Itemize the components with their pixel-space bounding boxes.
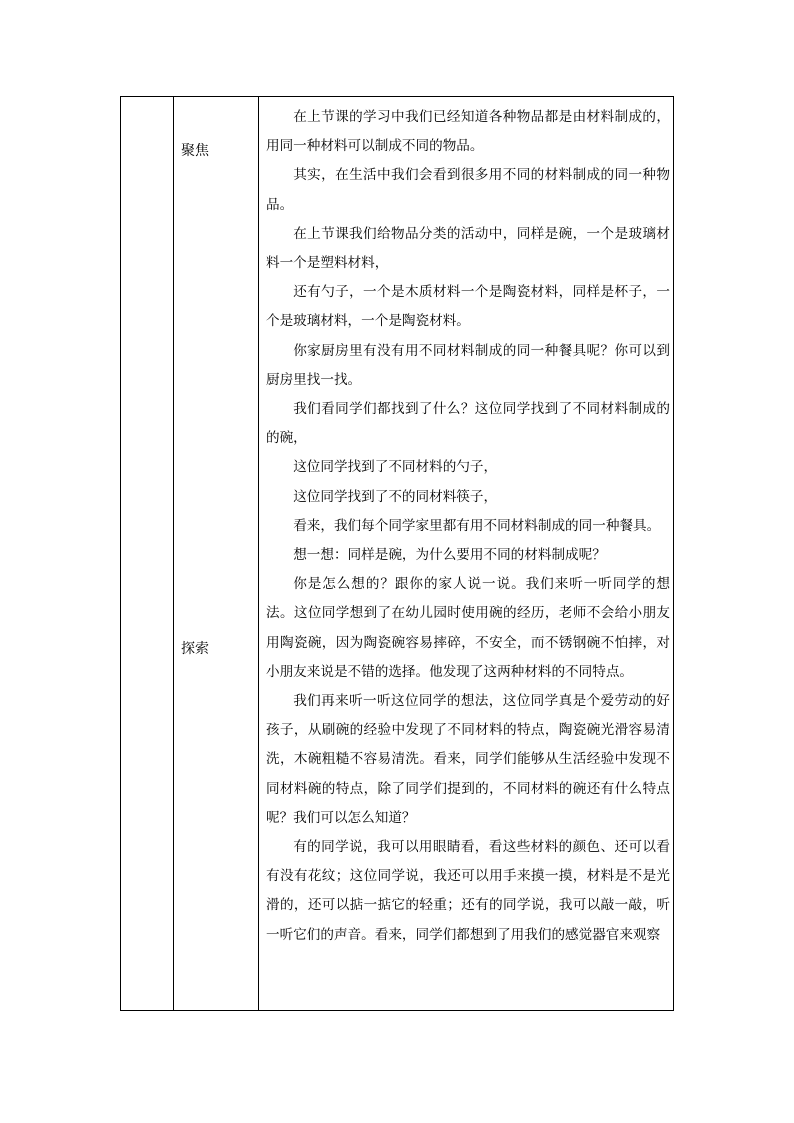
paragraph: 你是怎么想的？跟你的家人说一说。我们来听一听同学的想法。这位同学想到了在幼儿园时使用碗的经历，老师不会给小朋友用陶瓷碗，因为陶瓷碗容易摔碎，不安全，而不锈钢碗不怕摔，对小朋友来说是不错的选择。他发现了这两种材料的不同特点。: [266, 576, 670, 680]
paragraph: 我们看同学们都找到了什么？这位同学找到了不同材料制成的的碗，: [266, 401, 670, 447]
paragraph: 还有勺子，一个是木质材料一个是陶瓷材料，同样是杯子，一个是玻璃材料，一个是陶瓷材料。: [266, 284, 670, 330]
paragraph: 有的同学说，我可以用眼睛看，看这些材料的颜色、还可以看有没有花纹；这位同学说，我还可以用手来摸一摸，材料是不是光滑的，还可以掂一掂它的轻重；还有的同学说，我可以敲一敲，听一听它们的声音。看来，同学们都想到了用我们的感觉器官来观察: [266, 839, 670, 943]
paragraph: 看来，我们每个同学家里都有用不同材料制成的同一种餐具。: [293, 517, 661, 534]
paragraph: 你家厨房里有没有用不同材料制成的同一种餐具呢？你可以到厨房里找一找。: [266, 342, 670, 388]
column-divider: [173, 97, 174, 1010]
paragraph: 在上节课我们给物品分类的活动中，同样是碗，一个是玻璃材料一个是塑料材料，: [266, 225, 670, 272]
paragraph: 我们再来听一听这位同学的想法，这位同学真是个爱劳动的好孩子，从刷碗的经验中发现了不同材料的特点，陶瓷碗光滑容易清洗，木碗粗糙不容易清洗。看来，同学们能够从生活经验中发现不同材料碗的特点，除了同学们提到的，不同材料的碗还有什么特点呢？我们可以怎么知道？: [266, 693, 670, 826]
paragraph: 在上节课的学习中我们已经知道各种物品都是由材料制成的，用同一种材料可以制成不同的物品。: [266, 109, 670, 155]
lesson-content: [266, 103, 670, 950]
column-divider: [258, 97, 259, 1010]
paragraph: 这位同学找到了不同材料的勺子，: [293, 459, 498, 476]
paragraph: 想一想：同样是碗，为什么要用不同的材料制成呢？: [293, 547, 606, 564]
row-label-focus: 聚焦: [181, 143, 209, 159]
lesson-table: [120, 96, 674, 1011]
paragraph: 其实，在生活中我们会看到很多用不同的材料制成的同一种物品。: [266, 167, 670, 213]
paragraph: 这位同学找到了不的同材料筷子，: [293, 488, 498, 505]
row-label-explore: 探索: [181, 641, 209, 657]
